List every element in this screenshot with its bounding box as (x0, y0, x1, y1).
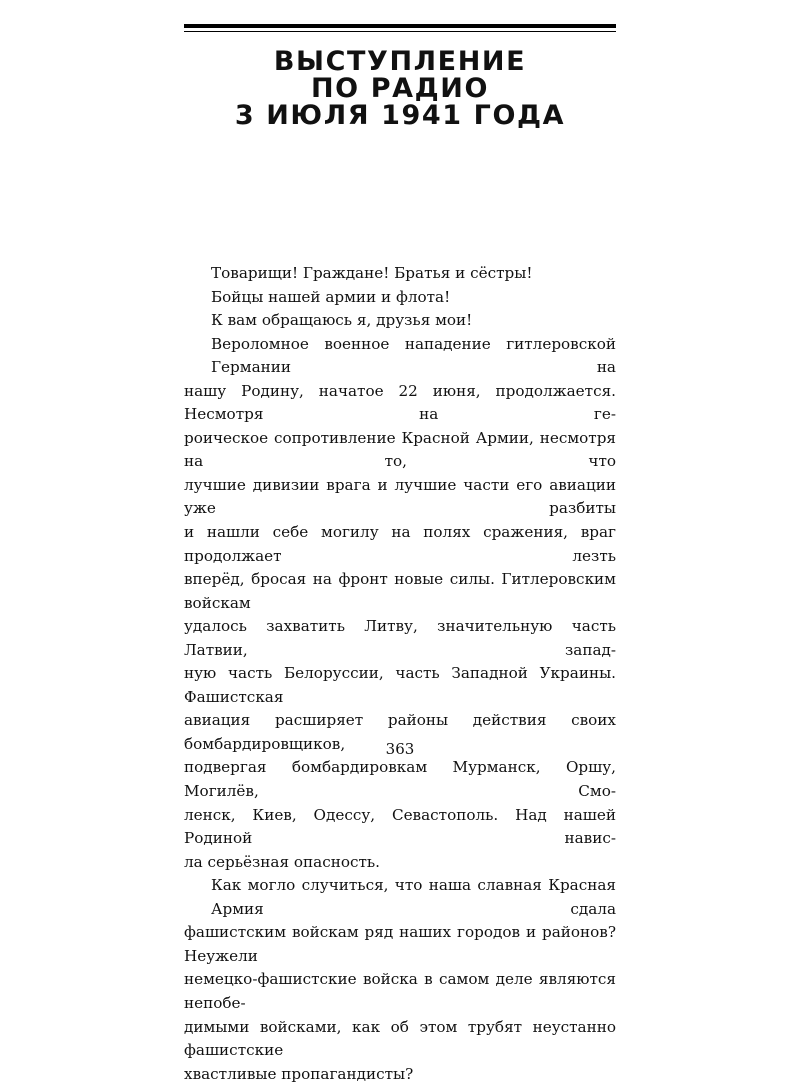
paragraph-2-line: димыми войсками, как об этом трубят неустанно фашистские (184, 1017, 616, 1060)
paragraph-1-line: Вероломное военное нападение гитлеровской Германии на (211, 334, 616, 377)
paragraph-1-line: удалось захватить Литву, значительную часть Латвии, запад- (184, 617, 616, 659)
header-rule-thick (184, 24, 616, 28)
paragraph-1-line: ную часть Белоруссии, часть Западной Украины. Фашистская (184, 664, 616, 706)
greeting-line-1: Товарищи! Граждане! Братья и сёстры! (211, 264, 533, 282)
greeting-line-3: К вам обращаюсь я, друзья мои! (211, 311, 473, 330)
paragraph-1-line: ленск, Киев, Одессу, Севастополь. Над нашей Родиной навис- (184, 805, 616, 848)
paragraph-2-line: немецко-фашистские войска в самом деле являются непобе- (184, 970, 616, 1012)
paragraph-1-line: подвергая бомбардировкам Мурманск, Оршу, Могилёв, Смо- (184, 758, 616, 801)
title-line-1: ВЫСТУПЛЕНИЕ (273, 46, 527, 77)
paragraph-1-line: нашу Родину, начатое 22 июня, продолжается. Несмотря на ге- (184, 381, 616, 424)
paragraph-1-line: роическое сопротивление Красной Армии, несмотря на то, что (184, 428, 616, 471)
paragraph-1-line: ла серьёзная опасность. (184, 852, 380, 871)
paragraph-1-line: и нашли себе могилу на полях сражения, враг продолжает лезть (184, 523, 616, 565)
header-rule-thin (184, 31, 616, 32)
paragraph-2-line: Как могло случиться, что наша славная Красная Армия сдала (211, 876, 616, 918)
body-text (184, 262, 616, 1086)
greeting-line-2: Бойцы нашей армии и флота! (211, 287, 451, 306)
paragraph-2-line: фашистским войскам ряд наших городов и районов? Неужели (184, 923, 616, 965)
paragraph-1-line: вперёд, бросая на фронт новые силы. Гитлеровским войскам (184, 570, 616, 612)
paragraph-2 (184, 874, 616, 1086)
page-number: 363 (385, 740, 415, 758)
chapter-title (184, 48, 616, 129)
paragraph-1 (184, 333, 616, 875)
paragraph-1-line: авиация расширяет районы действия своих бомбардировщиков, (184, 711, 616, 753)
title-line-3: 3 ИЮЛЯ 1941 ГОДА (234, 100, 566, 131)
title-line-2: ПО РАДИО (310, 73, 490, 104)
paragraph-2-line: хвастливые пропагандисты? (184, 1064, 414, 1083)
paragraph-1-line: лучшие дивизии врага и лучшие части его авиации уже разбиты (184, 475, 616, 518)
